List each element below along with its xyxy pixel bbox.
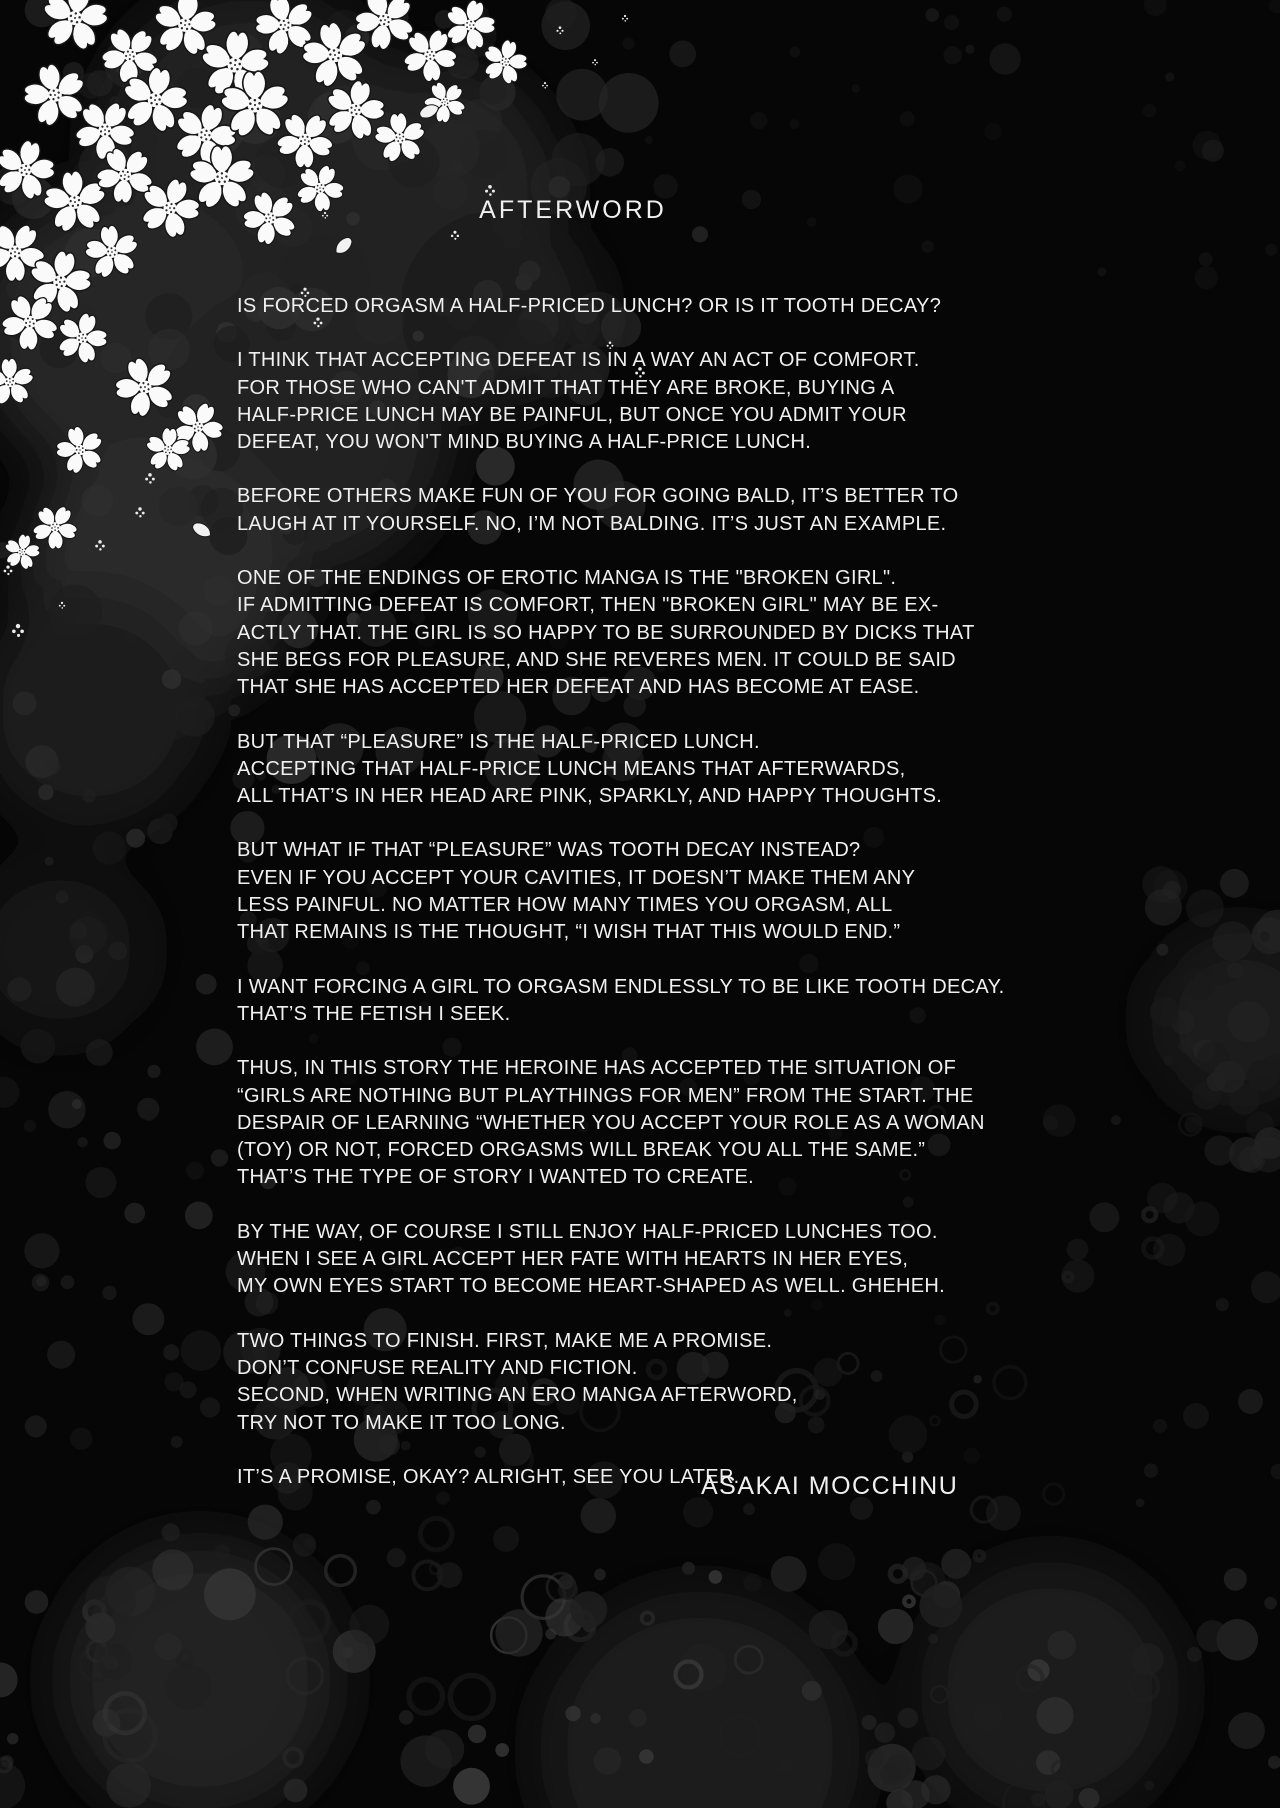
- paragraph: [237, 1328, 1237, 1437]
- text-line: TWO THINGS TO FINISH. FIRST, MAKE ME A PROMISE.: [237, 1329, 773, 1352]
- text-line: BY THE WAY, OF COURSE I STILL ENJOY HALF-PRICED LUNCHES TOO.: [237, 1220, 938, 1243]
- text-line: BUT THAT “PLEASURE” IS THE HALF-PRICED LUNCH.: [237, 730, 760, 753]
- paragraph: [237, 837, 1237, 946]
- text-line: I WANT FORCING A GIRL TO ORGASM ENDLESSLY TO BE LIKE TOOTH DECAY.: [237, 975, 1005, 998]
- text-line: ALL THAT’S IN HER HEAD ARE PINK, SPARKLY, AND HAPPY THOUGHTS.: [237, 785, 943, 808]
- text-line: MY OWN EYES START TO BECOME HEART-SHAPED AS WELL. GHEHEH.: [237, 1275, 946, 1298]
- text-line: DON’T CONFUSE REALITY AND FICTION.: [237, 1356, 638, 1379]
- text-line: THAT’S THE TYPE OF STORY I WANTED TO CREATE.: [237, 1166, 754, 1189]
- text-line: FOR THOSE WHO CAN'T ADMIT THAT THEY ARE BROKE, BUYING A: [237, 376, 895, 399]
- text-line: THAT SHE HAS ACCEPTED HER DEFEAT AND HAS BECOME AT EASE.: [237, 676, 920, 699]
- paragraph: [237, 729, 1237, 811]
- text-line: LAUGH AT IT YOURSELF. NO, I’M NOT BALDING. IT’S JUST AN EXAMPLE.: [237, 512, 947, 535]
- text-line: THAT REMAINS IS THE THOUGHT, “I WISH THAT THIS WOULD END.”: [237, 921, 901, 944]
- text-line: BEFORE OTHERS MAKE FUN OF YOU FOR GOING BALD, IT’S BETTER TO: [237, 485, 959, 508]
- text-line: LESS PAINFUL. NO MATTER HOW MANY TIMES YOU ORGASM, ALL: [237, 894, 893, 917]
- text-line: WHEN I SEE A GIRL ACCEPT HER FATE WITH HEARTS IN HER EYES,: [237, 1248, 909, 1271]
- text-line: HALF-PRICE LUNCH MAY BE PAINFUL, BUT ONCE YOU ADMIT YOUR: [237, 403, 907, 426]
- paragraph: [237, 347, 1237, 456]
- paragraph: [237, 974, 1237, 1029]
- paragraph: [237, 483, 1237, 538]
- afterword-body: [237, 293, 1237, 1518]
- text-line: SHE BEGS FOR PLEASURE, AND SHE REVERES MEN. IT COULD BE SAID: [237, 648, 956, 671]
- text-line: EVEN IF YOU ACCEPT YOUR CAVITIES, IT DOESN’T MAKE THEM ANY: [237, 866, 916, 889]
- text-line: “GIRLS ARE NOTHING BUT PLAYTHINGS FOR MEN” FROM THE START. THE: [237, 1084, 974, 1107]
- text-line: THUS, IN THIS STORY THE HEROINE HAS ACCEPTED THE SITUATION OF: [237, 1057, 957, 1080]
- page-title: AFTERWORD: [479, 196, 667, 224]
- text-line: I THINK THAT ACCEPTING DEFEAT IS IN A WAY AN ACT OF COMFORT.: [237, 349, 920, 372]
- text-line: TRY NOT TO MAKE IT TOO LONG.: [237, 1411, 566, 1434]
- author-signature: ASAKAI MOCCHINU: [701, 1472, 959, 1500]
- text-line: DEFEAT, YOU WON'T MIND BUYING A HALF-PRICE LUNCH.: [237, 431, 812, 454]
- text-line: SECOND, WHEN WRITING AN ERO MANGA AFTERWORD,: [237, 1384, 798, 1407]
- text-line: ACCEPTING THAT HALF-PRICE LUNCH MEANS THAT AFTERWARDS,: [237, 757, 906, 780]
- paragraph: [237, 293, 1237, 320]
- paragraph: [237, 1219, 1237, 1301]
- text-line: IS FORCED ORGASM A HALF-PRICED LUNCH? OR IS IT TOOTH DECAY?: [237, 295, 942, 317]
- text-line: DESPAIR OF LEARNING “WHETHER YOU ACCEPT YOUR ROLE AS A WOMAN: [237, 1111, 985, 1134]
- paragraph: [237, 1055, 1237, 1191]
- text-line: ONE OF THE ENDINGS OF EROTIC MANGA IS THE "BROKEN GIRL".: [237, 567, 897, 590]
- text-line: BUT WHAT IF THAT “PLEASURE” WAS TOOTH DECAY INSTEAD?: [237, 839, 861, 862]
- text-line: (TOY) OR NOT, FORCED ORGASMS WILL BREAK YOU ALL THE SAME.”: [237, 1139, 926, 1162]
- text-line: ACTLY THAT. THE GIRL IS SO HAPPY TO BE SURROUNDED BY DICKS THAT: [237, 621, 975, 644]
- text-line: IT’S A PROMISE, OKAY? ALRIGHT, SEE YOU LATER.: [237, 1465, 740, 1488]
- paragraph: [237, 565, 1237, 701]
- text-line: IF ADMITTING DEFEAT IS COMFORT, THEN "BROKEN GIRL" MAY BE EX-: [237, 594, 939, 617]
- text-line: THAT’S THE FETISH I SEEK.: [237, 1002, 511, 1025]
